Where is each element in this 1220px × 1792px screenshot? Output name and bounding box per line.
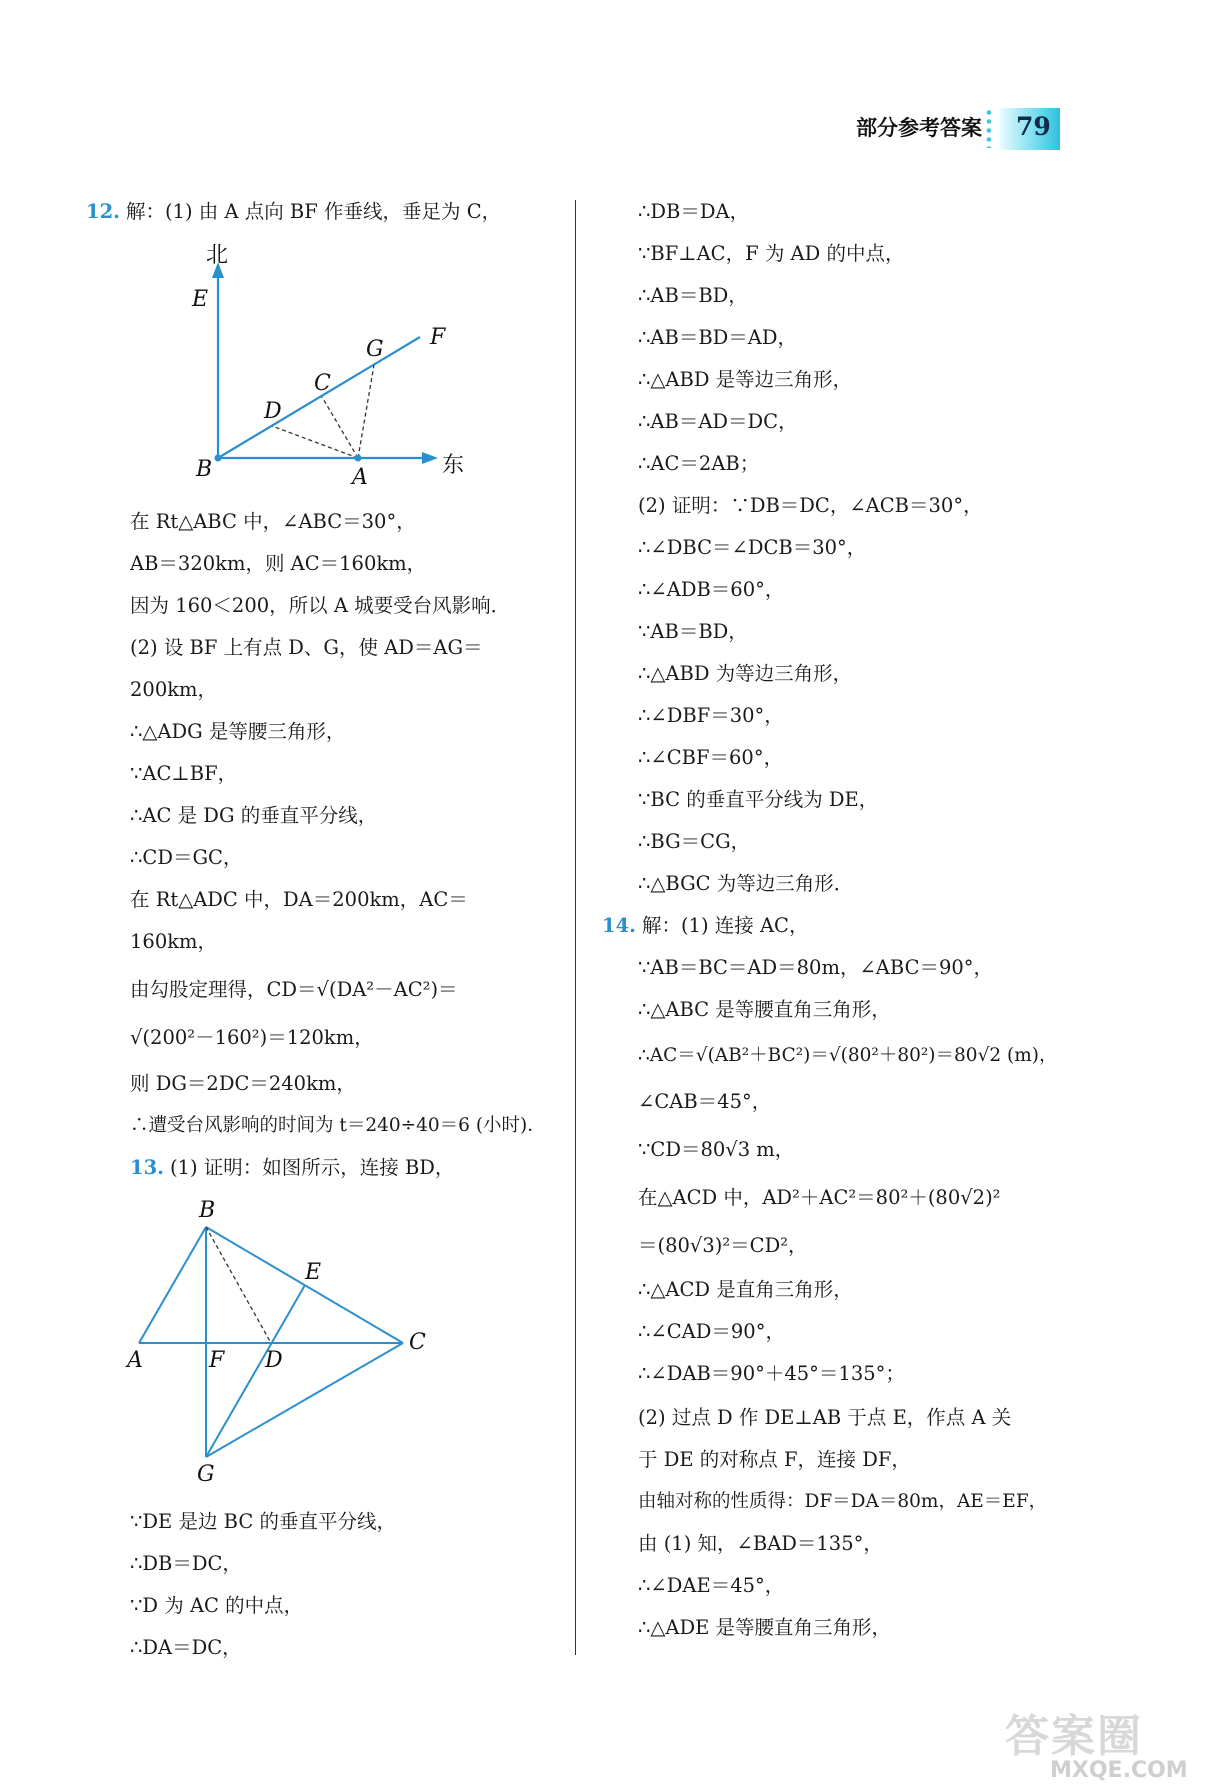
page-number: 79 — [1016, 112, 1051, 141]
text-line: ∵AB＝BC＝AD＝80m，∠ABC＝90°， — [638, 956, 994, 979]
dashed-AG — [358, 365, 374, 458]
text-line: ∴∠DBC＝∠DCB＝30°， — [638, 536, 867, 559]
text-line: ∴AB＝BD， — [638, 284, 748, 307]
label-B: B — [196, 457, 213, 482]
text-line: (2) 设 BF 上有点 D、G，使 AD＝AG＝ — [130, 636, 483, 659]
text-line: ∵AB＝BD， — [638, 620, 748, 643]
label-east: 东 — [442, 453, 465, 478]
problem-12-line-1: 12. 解：(1) 由 A 点向 BF 作垂线，垂足为 C， — [86, 200, 502, 223]
label-F: F — [209, 1348, 225, 1373]
dashed-BD — [206, 1227, 271, 1343]
problem-14-line-1: 14. 解：(1) 连接 AC， — [602, 914, 809, 937]
text-line: ∴△ADG 是等腰三角形， — [130, 720, 346, 743]
text-line: ∴AB＝AD＝DC， — [638, 410, 798, 433]
text-line: 由勾股定理得，CD＝√(DA²－AC²)＝ — [130, 978, 458, 1001]
text-line: ∴∠DBF＝30°， — [638, 704, 784, 727]
text-line: ∵DE 是边 BC 的垂直平分线， — [130, 1510, 396, 1533]
text-line: ∴∠DAB＝90°＋45°＝135°； — [638, 1362, 905, 1385]
label-A: A — [127, 1348, 143, 1373]
text-line: ∴DA＝DC， — [130, 1636, 242, 1659]
dashed-AD — [272, 426, 358, 458]
text-line: ∴△ABD 是等边三角形， — [638, 368, 853, 391]
label-G: G — [197, 1462, 215, 1487]
label-G: G — [366, 337, 384, 362]
watermark-logo: 答案圈 — [1005, 1711, 1143, 1762]
text-line: ∴△ABD 为等边三角形， — [638, 662, 853, 685]
point-A — [355, 455, 362, 462]
label-north: 北 — [206, 243, 229, 268]
side-AB — [139, 1227, 206, 1343]
text-line: ∴∠CBF＝60°， — [638, 746, 784, 769]
problem-12-number: 12. — [86, 200, 120, 223]
text-line: ∴AC 是 DG 的垂直平分线， — [130, 804, 378, 827]
figure-triangle-diagram — [125, 1195, 445, 1485]
text-line: (2) 证明：∵DB＝DC，∠ACB＝30°， — [638, 494, 983, 517]
text-line: (2) 过点 D 作 DE⊥AB 于点 E，作点 A 关 — [638, 1406, 1012, 1429]
text-line: ∴AB＝BD＝AD， — [638, 326, 797, 349]
dashed-AC — [322, 397, 358, 458]
label-C: C — [409, 1330, 426, 1355]
label-D: D — [265, 1348, 283, 1373]
figure-typhoon-diagram — [190, 240, 480, 490]
text-line: ∴DB＝DA， — [638, 200, 750, 223]
text-line: ∴△ADE 是等腰直角三角形， — [638, 1616, 892, 1639]
header-dot-pattern — [986, 108, 992, 148]
text-line: ∴△BGC 为等边三角形． — [638, 872, 854, 895]
point-B — [215, 455, 222, 462]
label-A: A — [352, 465, 368, 490]
text-line: ∠CAB＝45°， — [638, 1090, 772, 1113]
problem-13-line-1: 13. (1) 证明：如图所示，连接 BD， — [130, 1156, 455, 1179]
text-line: ∵CD＝80√3 m， — [638, 1138, 795, 1161]
text-line: ∵D 为 AC 的中点， — [130, 1594, 304, 1617]
segment-GC — [206, 1343, 403, 1457]
text-line: ∴∠CAD＝90°， — [638, 1320, 785, 1343]
problem-13-number: 13. — [130, 1156, 164, 1179]
text-line: AB＝320km，则 AC＝160km， — [130, 552, 427, 575]
text-line: ∴CD＝GC， — [130, 846, 243, 869]
text-line: ∴BG＝CG， — [638, 830, 751, 853]
text-line: 在△ACD 中，AD²＋AC²＝80²＋(80√2)² — [638, 1186, 1001, 1209]
problem-14-number: 14. — [602, 914, 636, 937]
text-line: 在 Rt△ADC 中，DA＝200km，AC＝ — [130, 888, 468, 911]
text-line: 200km， — [130, 678, 218, 701]
line-BF — [218, 337, 420, 458]
text-line: 在 Rt△ABC 中，∠ABC＝30°， — [130, 510, 416, 533]
text-line: √(200²－160²)＝120km， — [130, 1026, 374, 1049]
text-line: ∵BC 的垂直平分线为 DE， — [638, 788, 879, 811]
text-line: ∴∠ADB＝60°， — [638, 578, 785, 601]
text-line: ∴AC＝√(AB²＋BC²)＝√(80²＋80²)＝80√2 (m)， — [638, 1045, 1058, 1066]
text-line: ∴△ABC 是等腰直角三角形， — [638, 998, 891, 1021]
text-line: ∵AC⊥BF， — [130, 762, 238, 785]
text-line: 160km， — [130, 930, 218, 953]
text-line: ∴∠DAE＝45°， — [638, 1574, 785, 1597]
text-line: ∴△ACD 是直角三角形， — [638, 1278, 853, 1301]
section-title: 部分参考答案 — [856, 116, 982, 140]
label-E: E — [192, 287, 209, 312]
text-line: 由轴对称的性质得：DF＝DA＝80m，AE＝EF， — [638, 1491, 1048, 1512]
text-line: 因为 160＜200，所以 A 城要受台风影响． — [130, 594, 511, 617]
watermark-url: MXQE.COM — [1050, 1758, 1188, 1783]
text-line: 则 DG＝2DC＝240km， — [130, 1072, 356, 1095]
text-line: ∴AC＝2AB； — [638, 452, 760, 475]
text-line: ∴遭受台风影响的时间为 t＝240÷40＝6 (小时)． — [130, 1115, 546, 1136]
text-line: ∵BF⊥AC，F 为 AD 的中点， — [638, 242, 905, 265]
text-line: 于 DE 的对称点 F，连接 DF， — [638, 1448, 911, 1471]
text-line: 由 (1) 知，∠BAD＝135°， — [638, 1532, 883, 1555]
text-line: ＝(80√3)²＝CD²， — [638, 1234, 808, 1257]
east-arrow — [422, 452, 438, 464]
label-B: B — [199, 1198, 216, 1223]
label-C: C — [314, 371, 331, 396]
text-line: ∴DB＝DC， — [130, 1552, 242, 1575]
label-F: F — [430, 325, 446, 350]
label-D: D — [264, 399, 282, 424]
column-divider — [575, 200, 576, 1655]
label-E: E — [305, 1260, 322, 1285]
